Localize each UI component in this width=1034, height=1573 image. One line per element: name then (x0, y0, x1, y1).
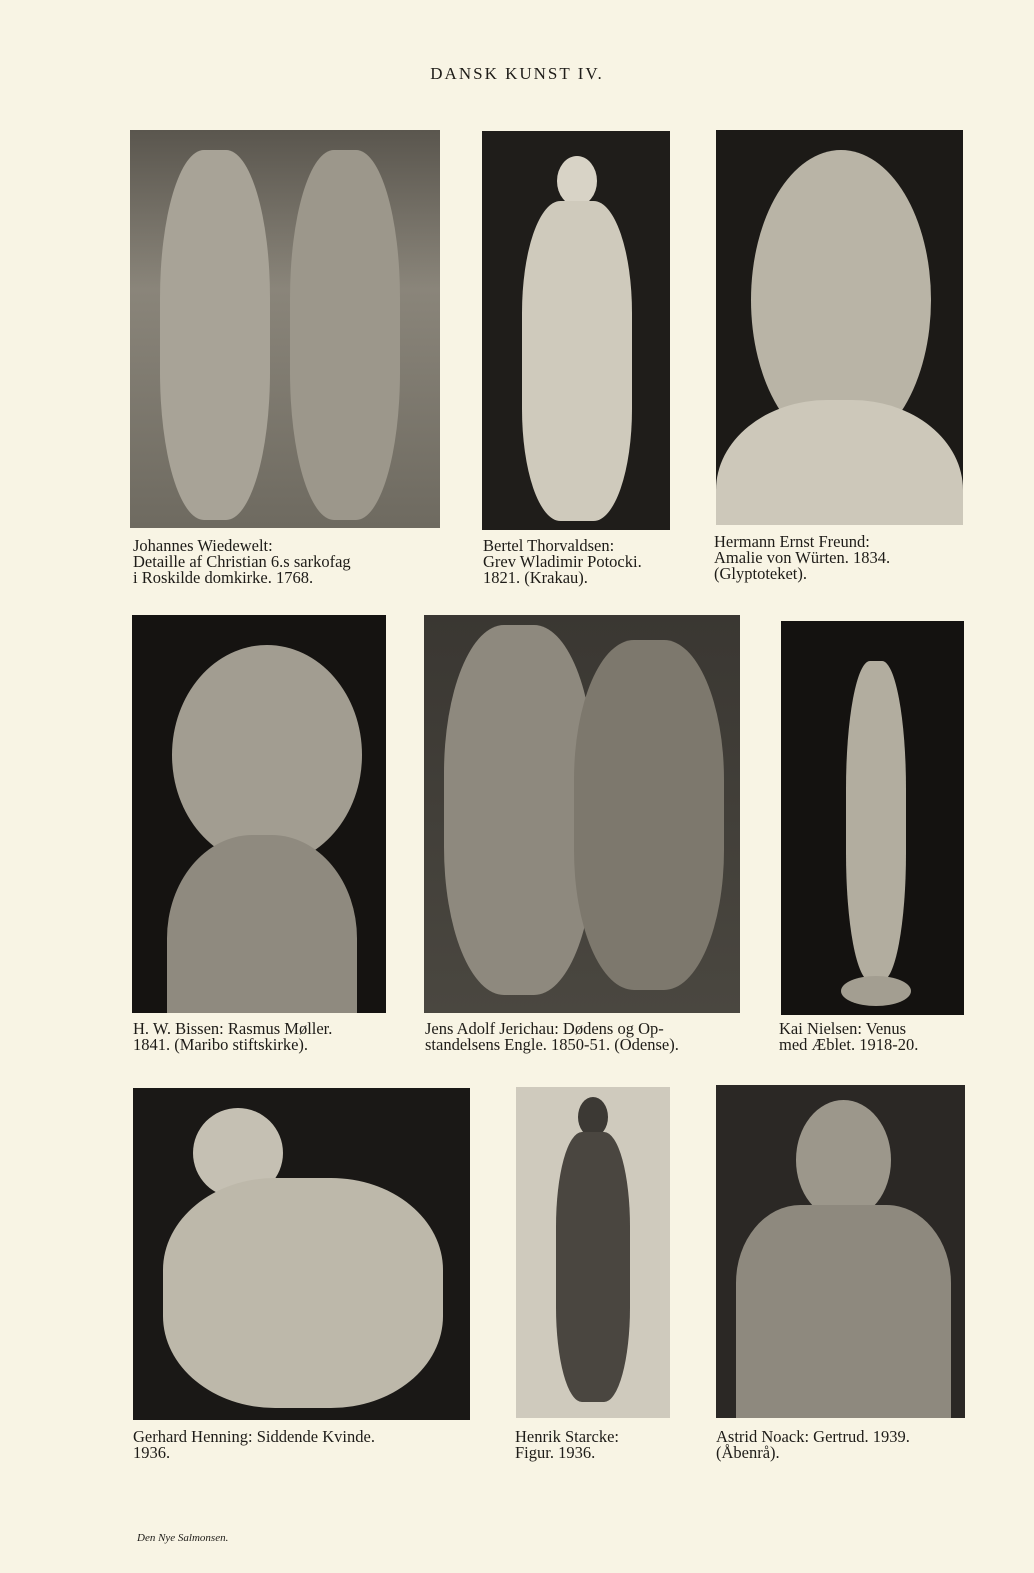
photo-thorvaldsen-potocki (482, 131, 670, 530)
caption-9: Astrid Noack: Gertrud. 1939. (Åbenrå). (716, 1427, 910, 1462)
photo-noack-gertrud (716, 1085, 965, 1418)
caption-3: Hermann Ernst Freund: Amalie von Würten. 1834. (Glyptoteket). (714, 532, 891, 583)
caption-4: H. W. Bissen: Rasmus Møller. 1841. (Maribo stiftskirke). (133, 1019, 333, 1054)
caption-2: Bertel Thorvaldsen: Grev Wladimir Potocki. 1821. (Krakau). (483, 536, 642, 587)
caption-1: Johannes Wiedewelt: Detaille af Christian 6.s sarkofag i Roskilde domkirke. 1768. (133, 536, 351, 587)
photo-henning-kvinde (133, 1088, 470, 1420)
caption-6: Kai Nielsen: Venus med Æblet. 1918-20. (779, 1019, 919, 1054)
caption-5: Jens Adolf Jerichau: Dødens og Op- standelsens Engle. 1850-51. (Odense). (425, 1019, 679, 1054)
caption-7: Gerhard Henning: Siddende Kvinde. 1936. (133, 1427, 375, 1462)
page-title: DANSK KUNST IV. (430, 64, 604, 83)
caption-8: Henrik Starcke: Figur. 1936. (515, 1427, 620, 1462)
photo-nielsen-venus (781, 621, 964, 1015)
photo-wiedewelt-relief (130, 130, 440, 528)
photo-jerichau-engle (424, 615, 740, 1013)
photo-freund-amalie (716, 130, 963, 525)
photo-starcke-figur (516, 1087, 670, 1418)
photo-bissen-moller (132, 615, 386, 1013)
footer-publisher: Den Nye Salmonsen. (137, 1532, 229, 1544)
